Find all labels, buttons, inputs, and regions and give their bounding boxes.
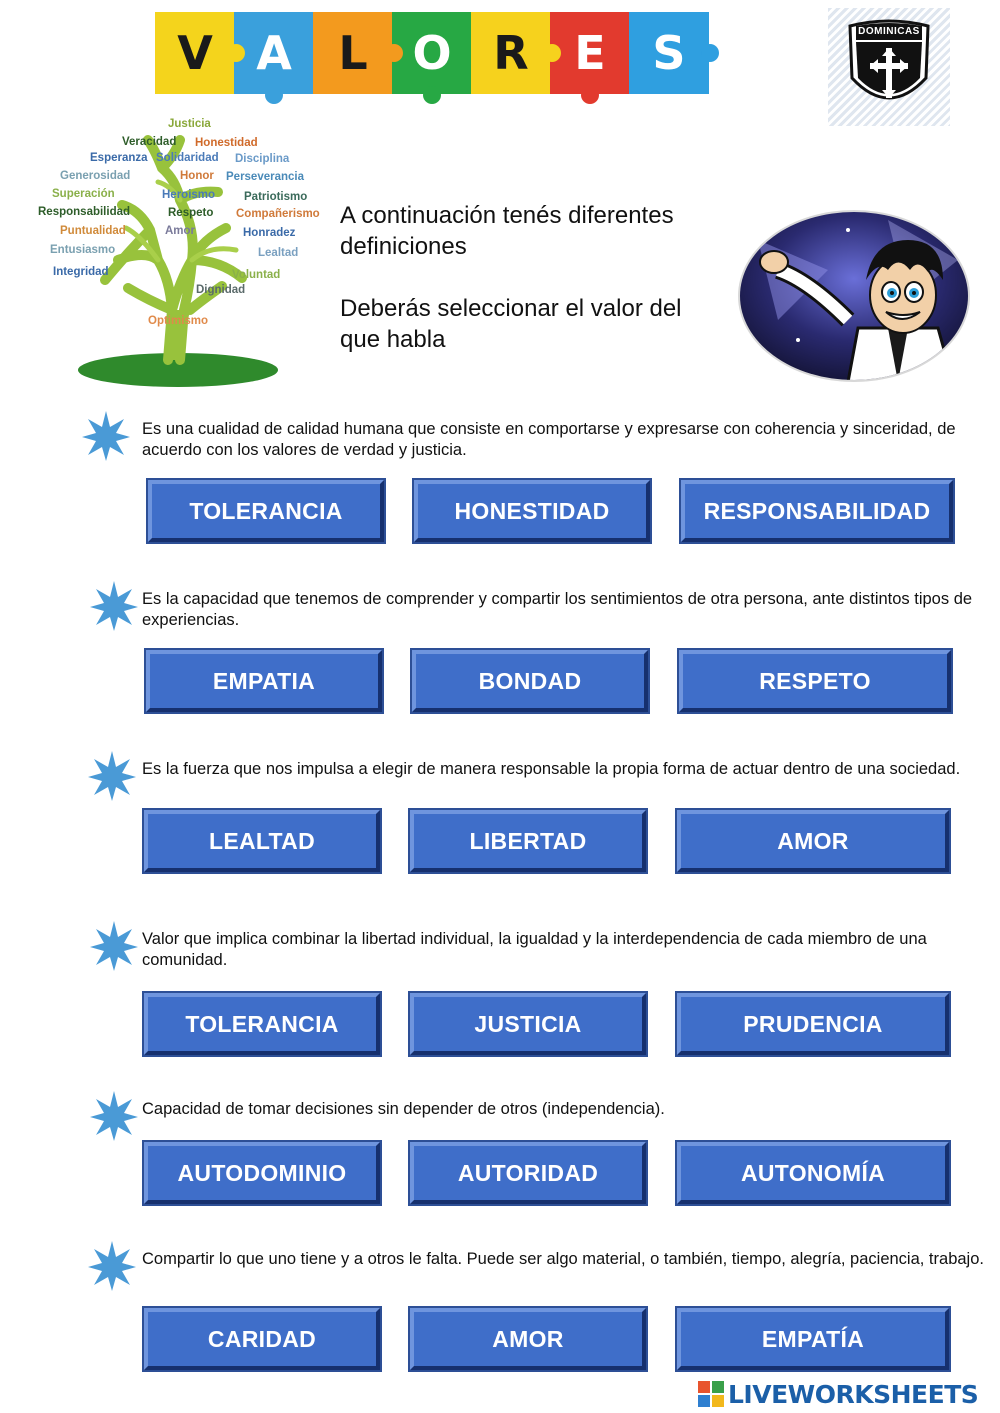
tree-word: Entusiasmo — [50, 244, 116, 256]
question-3 — [0, 755, 1000, 885]
question-5 — [0, 1095, 1000, 1225]
answer-option-button[interactable]: RESPETO — [679, 650, 951, 712]
banner-letter: S — [652, 26, 686, 80]
instructions-line-2: Deberás seleccionar el valor del que habla — [340, 295, 682, 353]
puzzle-knob — [581, 86, 599, 104]
star-icon — [86, 749, 138, 801]
liveworksheets-icon — [698, 1381, 724, 1407]
character-illustration — [738, 210, 970, 382]
tree-word: Justicia — [168, 118, 211, 130]
question-text: Capacidad de tomar decisiones sin depender de otros (independencia). — [142, 1100, 665, 1118]
tree-word: Patriotismo — [244, 191, 308, 203]
tree-word: Integridad — [53, 266, 109, 278]
banner-letter: R — [493, 26, 529, 80]
question-2 — [0, 585, 1000, 715]
puzzle-knob — [701, 44, 719, 62]
question-6 — [0, 1245, 1000, 1375]
answer-option-button[interactable]: PRUDENCIA — [677, 993, 949, 1055]
tree-word: Heroismo — [162, 189, 216, 201]
tree-word: Superación — [52, 188, 115, 200]
answer-option-button[interactable]: JUSTICIA — [410, 993, 646, 1055]
question-text: Es una cualidad de calidad humana que consiste en comportarse y expresarse con coherencia y sinceridad, de acuerdo con los valores de verdad y justicia. — [142, 420, 956, 459]
answer-option-button[interactable]: CARIDAD — [144, 1308, 380, 1370]
banner-letter: E — [574, 26, 606, 80]
liveworksheets-logo — [698, 1378, 978, 1410]
cartoon-character-icon — [738, 210, 970, 382]
banner-letter: O — [412, 26, 452, 80]
banner-letter: L — [338, 26, 368, 80]
tree-word: Esperanza — [90, 152, 148, 164]
tree-word: Generosidad — [60, 170, 131, 182]
puzzle-piece-l — [313, 12, 393, 94]
answer-option-button[interactable]: TOLERANCIA — [148, 480, 384, 542]
puzzle-piece-e — [550, 12, 630, 94]
title-banner — [155, 12, 710, 112]
puzzle-piece-r — [471, 12, 551, 94]
star-icon — [88, 919, 140, 971]
tree-word: Dignidad — [196, 284, 246, 296]
star-icon — [88, 1089, 140, 1141]
tree-word: Perseverancia — [226, 171, 305, 183]
instructions — [340, 200, 720, 386]
answer-option-button[interactable]: AMOR — [410, 1308, 646, 1370]
crest-text: DOMINICAS — [858, 26, 920, 37]
star-icon — [86, 1239, 138, 1291]
liveworksheets-brand: LIVEWORKSHEETS — [728, 1379, 979, 1409]
tree-word: Compañerismo — [236, 208, 320, 220]
answer-option-button[interactable]: EMPATÍA — [677, 1308, 949, 1370]
question-text: Es la fuerza que nos impulsa a elegir de manera responsable la propia forma de actuar dentro de una sociedad. — [142, 760, 961, 778]
values-tree — [30, 110, 330, 395]
puzzle-piece-v — [155, 12, 235, 94]
puzzle-piece-o — [392, 12, 472, 94]
tree-word: Voluntad — [232, 269, 281, 281]
answer-option-button[interactable]: LEALTAD — [144, 810, 380, 872]
question-1 — [0, 415, 1000, 545]
puzzle-knob — [423, 86, 441, 104]
tree-word: Solidaridad — [156, 152, 219, 164]
star-icon — [80, 409, 132, 461]
answer-option-button[interactable]: RESPONSABILIDAD — [681, 480, 953, 542]
answer-option-button[interactable]: EMPATIA — [146, 650, 382, 712]
puzzle-piece-s — [629, 12, 709, 94]
question-text: Valor que implica combinar la libertad individual, la igualdad y la interdependencia de cada miembro de una comunidad. — [142, 930, 927, 969]
tree-word: Puntualidad — [60, 225, 126, 237]
puzzle-knob — [227, 44, 245, 62]
answer-option-button[interactable]: AUTODOMINIO — [144, 1142, 380, 1204]
puzzle-knob — [543, 44, 561, 62]
answer-option-button[interactable]: AUTORIDAD — [410, 1142, 646, 1204]
tree-word: Lealtad — [258, 247, 299, 259]
answer-option-button[interactable]: HONESTIDAD — [414, 480, 650, 542]
answer-option-button[interactable]: TOLERANCIA — [144, 993, 380, 1055]
tree-word: Optimismo — [148, 315, 209, 327]
tree-word: Honradez — [243, 227, 296, 239]
tree-word: Amor — [165, 225, 196, 237]
tree-word: Respeto — [168, 207, 214, 219]
school-crest — [828, 8, 950, 126]
tree-word: Honor — [180, 170, 214, 182]
banner-letter: V — [177, 26, 213, 80]
star-icon — [88, 579, 140, 631]
puzzle-knob — [265, 86, 283, 104]
tree-word: Honestidad — [195, 137, 258, 149]
question-text: Es la capacidad que tenemos de comprender y compartir los sentimientos de otra persona, ante distintos tipos de experiencias. — [142, 590, 973, 629]
tree-word: Disciplina — [235, 153, 290, 165]
banner-letter: A — [256, 26, 292, 80]
answer-option-button[interactable]: BONDAD — [412, 650, 648, 712]
answer-option-button[interactable]: AUTONOMÍA — [677, 1142, 949, 1204]
answer-option-button[interactable]: LIBERTAD — [410, 810, 646, 872]
puzzle-piece-a — [234, 12, 314, 94]
tree-word: Responsabilidad — [38, 206, 131, 218]
question-4 — [0, 925, 1000, 1055]
answer-option-button[interactable]: AMOR — [677, 810, 949, 872]
puzzle-knob — [385, 44, 403, 62]
question-text: Compartir lo que uno tiene y a otros le falta. Puede ser algo material, o también, tiempo, alegría, paciencia, trabajo. — [142, 1250, 984, 1268]
instructions-line-1: A continuación tenés diferentes definiciones — [340, 202, 674, 260]
tree-word: Veracidad — [122, 136, 177, 148]
